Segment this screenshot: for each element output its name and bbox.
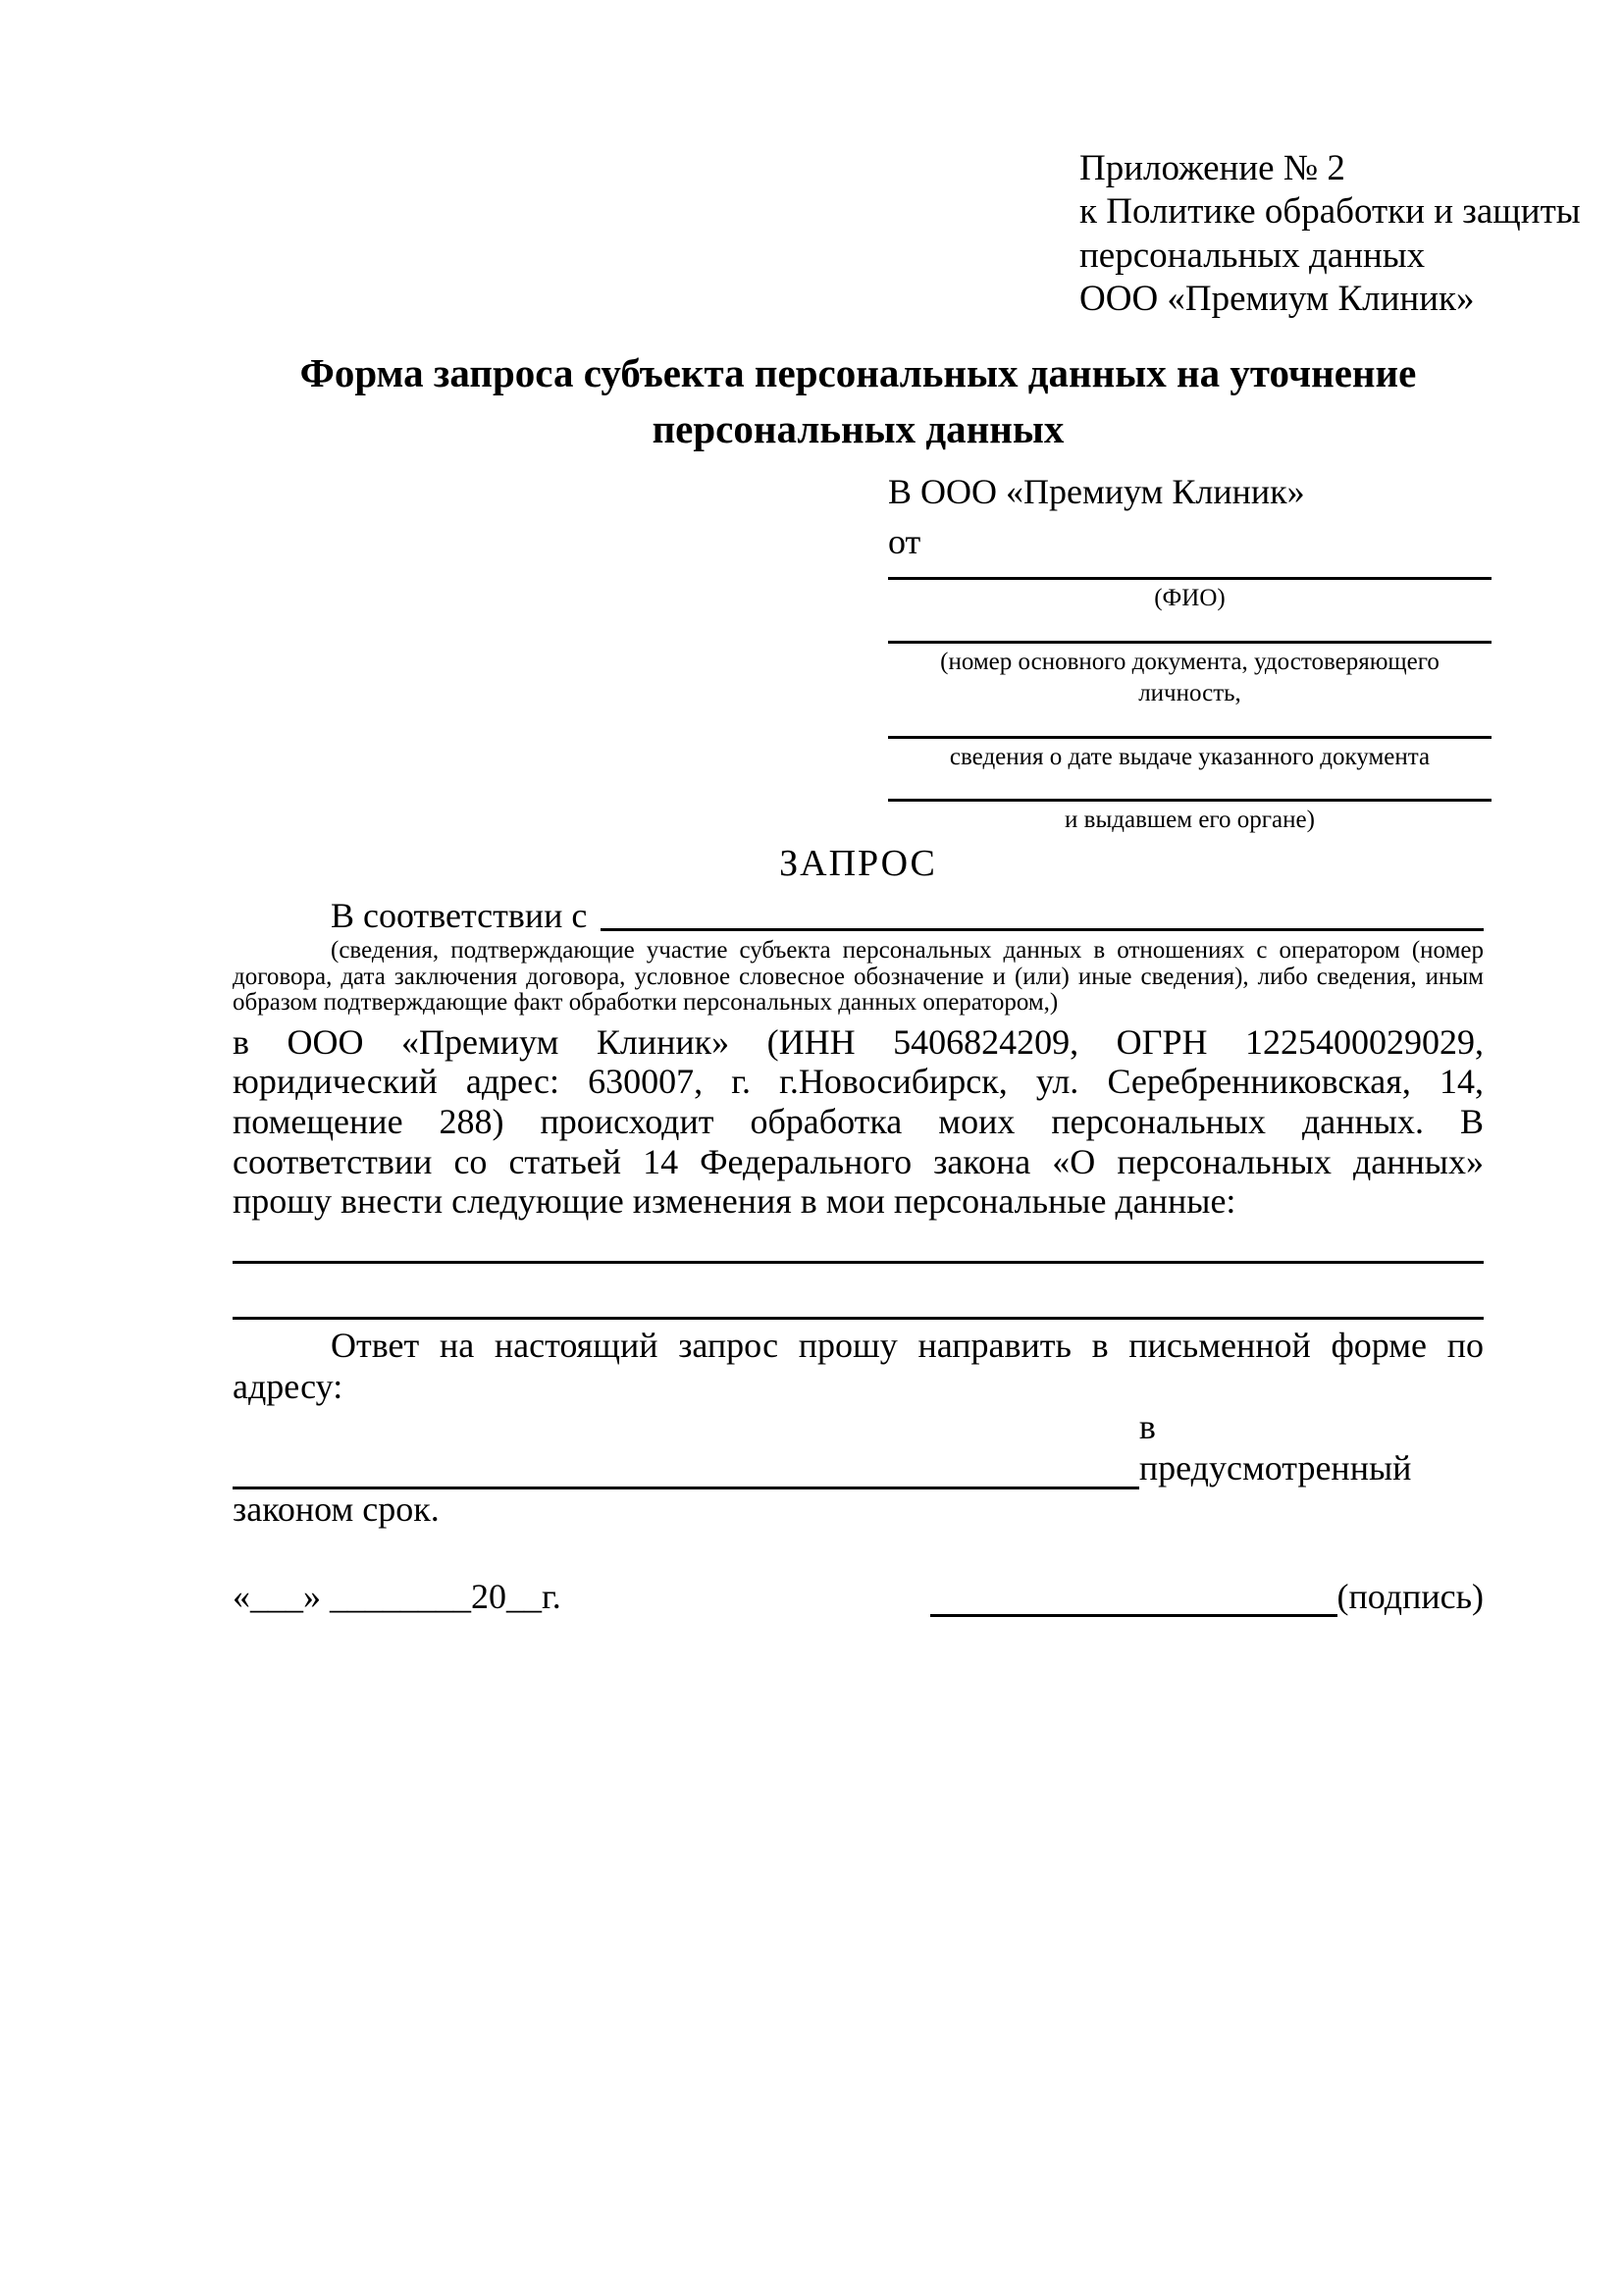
changes-blank-line-1: [233, 1235, 1484, 1264]
reply-line-3: законом срок.: [233, 1488, 440, 1529]
annex-line: ООО «Премиум Клиник»: [1079, 279, 1475, 320]
request-body-section: [233, 895, 1484, 1617]
signature-caption: (подпись): [1336, 1576, 1484, 1616]
issue-date-caption: сведения о дате выдаче указанного документа: [949, 743, 1431, 770]
reply-address-blank-line: [233, 1453, 1139, 1489]
addressee-organization: В ООО «Премиум Клиник»: [888, 472, 1305, 511]
issue-date-blank-line: [888, 710, 1492, 739]
reply-line-1: Ответ на настоящий запрос прошу направить в письменной форме по адресу:: [233, 1325, 1484, 1406]
request-main-paragraph: в ООО «Премиум Клиник» (ИНН 5406824209, ОГРН 1225400029029, юридический адрес: 630007, г. г.Новосибирск, ул. Серебренниковская, 14, помещение 288) происходит обработка моих персональных данных. В соответствии со статьей 14 Федерального закона «О персональных данных» прошу внести следующие изменения в мои персональные данные:: [233, 1021, 1484, 1222]
basis-footnote: (сведения, подтверждающие участие субъекта персональных данных в отношениях с оператором (номер договора, дата заключения договора, условное словесное обозначение и (или) иные сведения), либо сведения, иным образом подтверждающие факт обработки персональных данных оператором,): [233, 937, 1484, 1016]
addressee-block: [888, 471, 1492, 837]
id-document-blank-line: [888, 615, 1492, 644]
reply-line-2-suffix: в предусмотренный: [1138, 1407, 1412, 1488]
request-heading: ЗАПРОС: [779, 843, 937, 884]
date-blank: «___» ________20__г.: [233, 1576, 561, 1616]
annex-line: к Политике обработки и защиты: [1079, 191, 1581, 233]
intro-prefix: В соответствии с: [331, 896, 588, 935]
date-signature-row: [233, 1576, 1484, 1617]
fio-blank-line: [888, 563, 1492, 580]
document-title: Форма запроса субъекта персональных данных на уточнение персональных данных: [299, 350, 1417, 451]
reply-paragraph: [233, 1326, 1484, 1531]
reply-line-2: [233, 1407, 1484, 1489]
basis-blank-line: [601, 928, 1484, 931]
intro-line: [233, 895, 1484, 936]
changes-blank-line-2: [233, 1291, 1484, 1320]
annex-reference-block: [1079, 147, 1581, 322]
signature-group: [930, 1576, 1484, 1617]
issuing-authority-caption: и выдавшем его органе): [1065, 807, 1315, 834]
fio-caption: (ФИО): [1154, 585, 1226, 612]
annex-line: персональных данных: [1079, 235, 1426, 276]
id-document-caption: (номер основного документа, удостоверяющего личность,: [940, 648, 1440, 707]
annex-line: Приложение № 2: [1079, 148, 1345, 188]
addressee-from-label: от: [888, 522, 921, 562]
issuing-authority-blank-line: [888, 773, 1492, 802]
signature-blank-line: [930, 1581, 1337, 1617]
